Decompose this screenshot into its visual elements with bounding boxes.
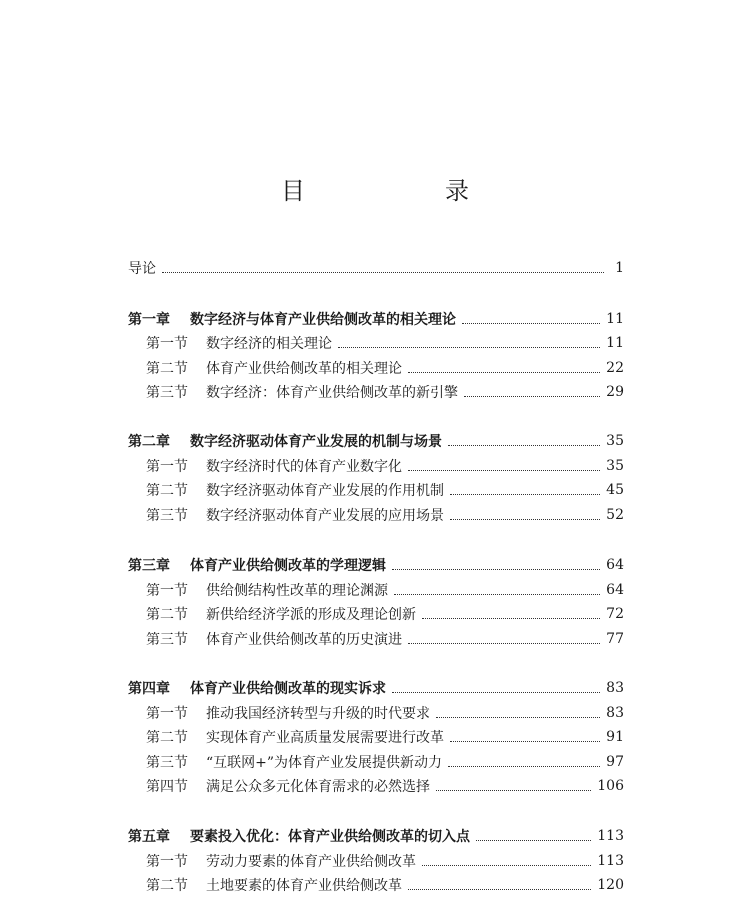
toc-page-number: 113 [597, 828, 624, 844]
toc-intro-row[interactable] [128, 256, 624, 280]
toc-entry-label [146, 851, 416, 871]
dot-leader [450, 494, 600, 495]
toc-entry-title: 数字经济时代的体育产业数字化 [206, 459, 402, 475]
dot-leader [436, 790, 591, 791]
toc-entry-number: 第一节 [146, 854, 188, 870]
toc-entry-number: 第一章 [128, 312, 170, 328]
toc-chapter-row[interactable] [128, 429, 624, 453]
toc-page-number: 1 [615, 260, 624, 276]
toc-page-number: 83 [606, 680, 624, 696]
toc-entry-number: 第一节 [146, 336, 188, 352]
toc-entry-number: 第四节 [146, 779, 188, 795]
toc-page-number: 77 [606, 631, 624, 647]
toc-entry-label [146, 752, 442, 772]
toc-page-number: 83 [606, 705, 624, 721]
toc-entry-number: 第四章 [128, 681, 170, 697]
dot-leader [436, 717, 600, 718]
toc-section-row[interactable] [146, 454, 624, 478]
toc-chapter-row[interactable] [128, 307, 624, 331]
toc-entry-label [128, 678, 386, 698]
toc-entry-label [146, 358, 402, 378]
toc-entry-title: 供给侧结构性改革的理论渊源 [206, 583, 388, 599]
toc-entry-label [128, 258, 156, 278]
toc-page-number: 106 [597, 778, 624, 794]
dot-leader [422, 618, 600, 619]
dot-leader [408, 889, 591, 890]
dot-leader [450, 519, 600, 520]
toc-entry-title: “互联网+”为体育产业发展提供新动力 [206, 755, 443, 771]
toc-entry-number: 第二节 [146, 607, 188, 623]
toc-page-number: 72 [606, 606, 624, 622]
dot-leader [162, 272, 604, 273]
toc-entry-title: 数字经济驱动体育产业发展的作用机制 [206, 483, 444, 499]
toc-section-row[interactable] [146, 849, 624, 873]
dot-leader [392, 569, 600, 570]
toc-page-number: 113 [597, 853, 624, 869]
toc-entry-label [146, 480, 444, 500]
dot-leader [338, 347, 600, 348]
toc-entry-title: 数字经济：体育产业供给侧改革的新引擎 [206, 385, 458, 401]
toc-section-row[interactable] [146, 578, 624, 602]
dot-leader [448, 445, 600, 446]
toc-entry-number: 第三节 [146, 632, 188, 648]
toc-entry-title: 要素投入优化：体育产业供给侧改革的切入点 [190, 829, 470, 845]
toc-entry-title: 劳动力要素的体育产业供给侧改革 [206, 854, 416, 870]
toc-entry-label [146, 875, 402, 895]
toc-entry-label [146, 382, 458, 402]
toc-entry-label [128, 555, 386, 575]
toc-entry-title: 新供给经济学派的形成及理论创新 [206, 607, 416, 623]
toc-section-row[interactable] [146, 873, 624, 897]
toc-chapter-row[interactable] [128, 824, 624, 848]
toc-section-row[interactable] [146, 478, 624, 502]
toc-page-number: 64 [606, 582, 624, 598]
toc-entry-title: 数字经济驱动体育产业发展的机制与场景 [190, 434, 442, 450]
dot-leader [392, 692, 600, 693]
toc-page-number: 35 [606, 433, 624, 449]
toc-entry-label [146, 776, 430, 796]
toc-section-row[interactable] [146, 503, 624, 527]
toc-page-number: 120 [597, 877, 624, 893]
toc-page-number: 45 [606, 482, 624, 498]
dot-leader [408, 372, 600, 373]
toc-entry-number: 第二节 [146, 730, 188, 746]
toc-page-number: 97 [606, 754, 624, 770]
toc-entry-number: 第三节 [146, 385, 188, 401]
toc-entry-title: 体育产业供给侧改革的学理逻辑 [190, 558, 386, 574]
toc-entry-number: 第二节 [146, 361, 188, 377]
toc-entry-label [146, 580, 388, 600]
toc-entry-title: 体育产业供给侧改革的相关理论 [206, 361, 402, 377]
toc-section-row[interactable] [146, 356, 624, 380]
toc-section-row[interactable] [146, 602, 624, 626]
toc-entry-number: 第五章 [128, 829, 170, 845]
dot-leader [450, 741, 600, 742]
toc-entry-title: 体育产业供给侧改革的现实诉求 [190, 681, 386, 697]
dot-leader [476, 840, 591, 841]
toc-entry-number: 第二节 [146, 878, 188, 894]
toc-entry-number: 第二节 [146, 483, 188, 499]
toc-section-row[interactable] [146, 701, 624, 725]
toc-chapter-row[interactable] [128, 553, 624, 577]
toc-entry-number: 第三章 [128, 558, 170, 574]
dot-leader [408, 643, 600, 644]
dot-leader [462, 323, 600, 324]
toc-section-row[interactable] [146, 774, 624, 798]
toc-entry-label [128, 309, 456, 329]
toc-entry-number: 第一节 [146, 583, 188, 599]
toc-entry-title: 数字经济的相关理论 [206, 336, 332, 352]
toc-entry-label [146, 629, 402, 649]
toc-section-row[interactable] [146, 627, 624, 651]
toc-entry-title: 满足公众多元化体育需求的必然选择 [206, 779, 430, 795]
toc-entry-label [146, 505, 444, 525]
toc-page-number: 64 [606, 557, 624, 573]
dot-leader [394, 594, 600, 595]
toc-page-number: 29 [606, 384, 624, 400]
toc-entry-title: 数字经济驱动体育产业发展的应用场景 [206, 508, 444, 524]
toc-section-row[interactable] [146, 750, 624, 774]
toc-entry-label [146, 703, 430, 723]
toc-page-number: 52 [606, 507, 624, 523]
dot-leader [464, 396, 600, 397]
toc-page-number: 11 [606, 311, 624, 327]
dot-leader [448, 766, 600, 767]
toc-entry-number: 第一节 [146, 459, 188, 475]
toc-entry-number: 第二章 [128, 434, 170, 450]
toc-entry-label [146, 727, 444, 747]
toc-section-row[interactable] [146, 725, 624, 749]
toc-page-number: 22 [606, 360, 624, 376]
page-title: 目 录 [281, 177, 527, 205]
toc-entry-number: 第三节 [146, 508, 188, 524]
toc-entry-title: 数字经济与体育产业供给侧改革的相关理论 [190, 312, 456, 328]
dot-leader [422, 865, 591, 866]
toc-page-number: 91 [606, 729, 624, 745]
toc-entry-label [146, 333, 332, 353]
toc-entry-label [146, 604, 416, 624]
toc-entry-title: 推动我国经济转型与升级的时代要求 [206, 706, 430, 722]
toc-section-row[interactable] [146, 380, 624, 404]
toc-entry-title: 土地要素的体育产业供给侧改革 [206, 878, 402, 894]
dot-leader [408, 470, 600, 471]
toc-chapter-row[interactable] [128, 676, 624, 700]
toc-entry-title: 实现体育产业高质量发展需要进行改革 [206, 730, 444, 746]
toc-entry-label [128, 431, 442, 451]
toc-entry-label [146, 456, 402, 476]
toc-entry-number: 第三节 [146, 755, 188, 771]
toc-entry-title: 体育产业供给侧改革的历史演进 [206, 632, 402, 648]
toc-section-row[interactable] [146, 331, 624, 355]
toc-page-number: 11 [606, 335, 624, 351]
toc-page-number: 35 [606, 458, 624, 474]
toc-entry-number: 第一节 [146, 706, 188, 722]
toc-entry-label [128, 826, 470, 846]
toc-entry-title: 导论 [128, 261, 156, 277]
